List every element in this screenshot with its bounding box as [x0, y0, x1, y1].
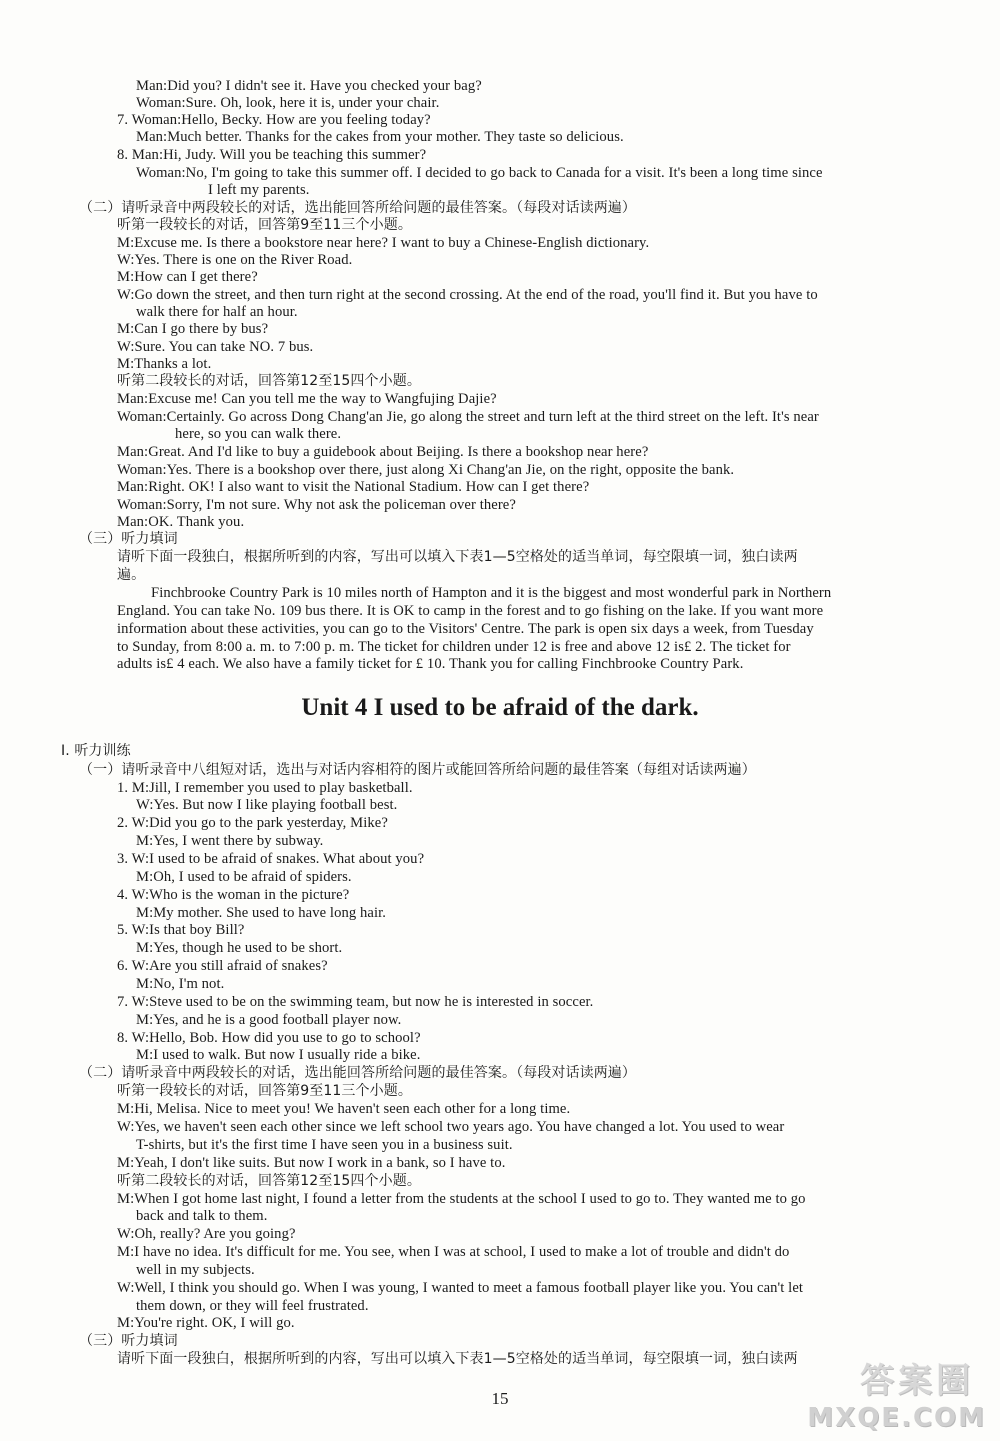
text-line: M:Oh, I used to be afraid of spiders. — [136, 869, 352, 885]
text-line: W:Well, I think you should go. When I was young, I wanted to meet a famous football player like you. You can't let — [117, 1280, 804, 1296]
watermark-domain: MXQE.COM — [807, 1403, 986, 1433]
text-line: here, so you can walk there. — [175, 426, 342, 442]
text-line: T-shirts, but it's the first time I have seen you in a business suit. — [136, 1137, 513, 1153]
text-line: M:You're right. OK, I will go. — [117, 1315, 295, 1331]
text-line: M:Yes, and he is a good football player now. — [136, 1012, 402, 1028]
text-line: 1. M:Jill, I remember you used to play basketball. — [117, 780, 413, 796]
text-line: M:Hi, Melisa. Nice to meet you! We haven't seen each other for a long time. — [117, 1101, 571, 1117]
text-line: M:Yeah, I don't like suits. But now I work in a bank, so I have to. — [117, 1155, 506, 1171]
instruction-line: 听第二段较长的对话，回答第12至15四个小题。 — [117, 1173, 421, 1189]
instruction-line: 遍。 — [117, 567, 146, 583]
text-line: Woman:Sure. Oh, look, here it is, under your chair. — [136, 95, 440, 111]
text-line: W:Yes. But now I like playing football best. — [136, 797, 398, 813]
text-line: 6. W:Are you still afraid of snakes? — [117, 958, 328, 974]
text-line: Woman:Yes. There is a bookshop over there, just along Xi Chang'an Jie, on the right, opposite the bank. — [117, 462, 735, 478]
text-line: well in my subjects. — [136, 1262, 255, 1278]
text-line: Woman:Certainly. Go across Dong Chang'an Jie, go along the street and turn left at the third street on the left. It's near — [117, 409, 819, 425]
text-line: M:No, I'm not. — [136, 976, 225, 992]
section-heading: （二）请听录音中两段较长的对话，选出能回答所给问题的最佳答案。（每段对话读两遍） — [79, 1065, 636, 1081]
text-line: W:Sure. You can take NO. 7 bus. — [117, 339, 314, 355]
instruction-line: 听第一段较长的对话，回答第9至11三个小题。 — [117, 1083, 412, 1099]
section-heading: （二）请听录音中两段较长的对话，选出能回答所给问题的最佳答案。（每段对话读两遍） — [79, 200, 636, 216]
text-line: them down, or they will feel frustrated. — [136, 1298, 369, 1314]
text-line: W:Oh, really? Are you going? — [117, 1226, 296, 1242]
instruction-line: 请听下面一段独白，根据所听到的内容，写出可以填入下表1—5空格处的适当单词，每空限填一词，独白读两 — [117, 549, 798, 565]
page-number: 15 — [491, 1389, 509, 1408]
text-line: W:Yes. There is one on the River Road. — [117, 252, 353, 268]
text-line: Man:OK. Thank you. — [117, 514, 245, 530]
section-heading: （一）请听录音中八组短对话，选出与对话内容相符的图片或能回答所给问题的最佳答案（每组对话读两遍） — [79, 762, 756, 778]
text-line: Man:Excuse me! Can you tell me the way to Wangfujing Dajie? — [117, 391, 497, 407]
text-line: Man:Much better. Thanks for the cakes from your mother. They taste so delicious. — [136, 129, 624, 145]
text-line: Man:Great. And I'd like to buy a guidebook about Beijing. Is there a bookshop near here? — [117, 444, 649, 460]
text-line: 8. Man:Hi, Judy. Will you be teaching this summer? — [117, 147, 427, 163]
watermark-logo — [744, 1353, 994, 1433]
text-line: 7. W:Steve used to be on the swimming team, but now he is interested in soccer. — [117, 994, 594, 1010]
instruction-line: 听第一段较长的对话，回答第9至11三个小题。 — [117, 217, 412, 233]
unit-title: Unit 4 I used to be afraid of the dark. — [301, 694, 699, 721]
text-line: M:How can I get there? — [117, 269, 258, 285]
section-heading: （三）听力填词 — [79, 531, 178, 547]
text-line: W:Go down the street, and then turn right at the second crossing. At the end of the road, you'll find it. But you have to — [117, 287, 818, 303]
text-line: 4. W:Who is the woman in the picture? — [117, 887, 350, 903]
text-line: Woman:No, I'm going to take this summer off. I decided to go back to Canada for a visit. It's been a long time since — [136, 165, 823, 181]
text-line: 7. Woman:Hello, Becky. How are you feeling today? — [117, 112, 431, 128]
section-heading: Ⅰ. 听力训练 — [61, 743, 131, 759]
text-line: adults is£ 4 each. We also have a family ticket for £ 10. Thank you for calling Finchbrooke Country Park. — [117, 656, 744, 672]
section-heading: （三）听力填词 — [79, 1333, 178, 1349]
text-line: to Sunday, from 8:00 a. m. to 7:00 p. m. The ticket for children under 12 is free and above 12 is£ 2. The ticket for — [117, 639, 791, 655]
text-line: M:Can I go there by bus? — [117, 321, 269, 337]
instruction-line: 请听下面一段独白，根据所听到的内容，写出可以填入下表1—5空格处的适当单词，每空限填一词，独白读两 — [117, 1351, 798, 1367]
text-line: 8. W:Hello, Bob. How did you use to go to school? — [117, 1030, 421, 1046]
text-line: Woman:Sorry, I'm not sure. Why not ask the policeman over there? — [117, 497, 516, 513]
text-line: M:When I got home last night, I found a letter from the students at the school I used to go to. They wanted me to go — [117, 1191, 806, 1207]
text-line: walk there for half an hour. — [136, 304, 298, 320]
text-line: 3. W:I used to be afraid of snakes. What about you? — [117, 851, 425, 867]
text-line: information about these activities, you can go to the Visitors' Centre. The park is open six days a week, from Tuesday — [117, 621, 814, 637]
text-line: I left my parents. — [208, 182, 310, 198]
text-line: M:Excuse me. Is there a bookstore near here? I want to buy a Chinese-English dictionary. — [117, 235, 650, 251]
text-line: 5. W:Is that boy Bill? — [117, 922, 245, 938]
text-line: M:Thanks a lot. — [117, 356, 212, 372]
text-line: M:My mother. She used to have long hair. — [136, 905, 387, 921]
text-line: back and talk to them. — [136, 1208, 268, 1224]
text-line: Man:Right. OK! I also want to visit the National Stadium. How can I get there? — [117, 479, 590, 495]
text-line: 2. W:Did you go to the park yesterday, Mike? — [117, 815, 388, 831]
text-line: M:I have no idea. It's difficult for me. You see, when I was at school, I used to make a lot of trouble and didn't do — [117, 1244, 790, 1260]
text-line: W:Yes, we haven't seen each other since we left school two years ago. You have changed a lot. You used to wear — [117, 1119, 785, 1135]
text-line: Man:Did you? I didn't see it. Have you checked your bag? — [136, 78, 482, 94]
text-line: M:Yes, I went there by subway. — [136, 833, 324, 849]
text-line: Finchbrooke Country Park is 10 miles north of Hampton and it is the biggest and most wonderful park in Northern — [151, 585, 832, 601]
text-line: M:I used to walk. But now I usually ride a bike. — [136, 1047, 421, 1063]
text-line: M:Yes, though he used to be short. — [136, 940, 343, 956]
watermark-text: 答案圈 — [860, 1361, 974, 1401]
instruction-line: 听第二段较长的对话，回答第12至15四个小题。 — [117, 373, 421, 389]
text-line: England. You can take No. 109 bus there. It is OK to camp in the forest and to go fishing on the lake. If you want more — [117, 603, 824, 619]
